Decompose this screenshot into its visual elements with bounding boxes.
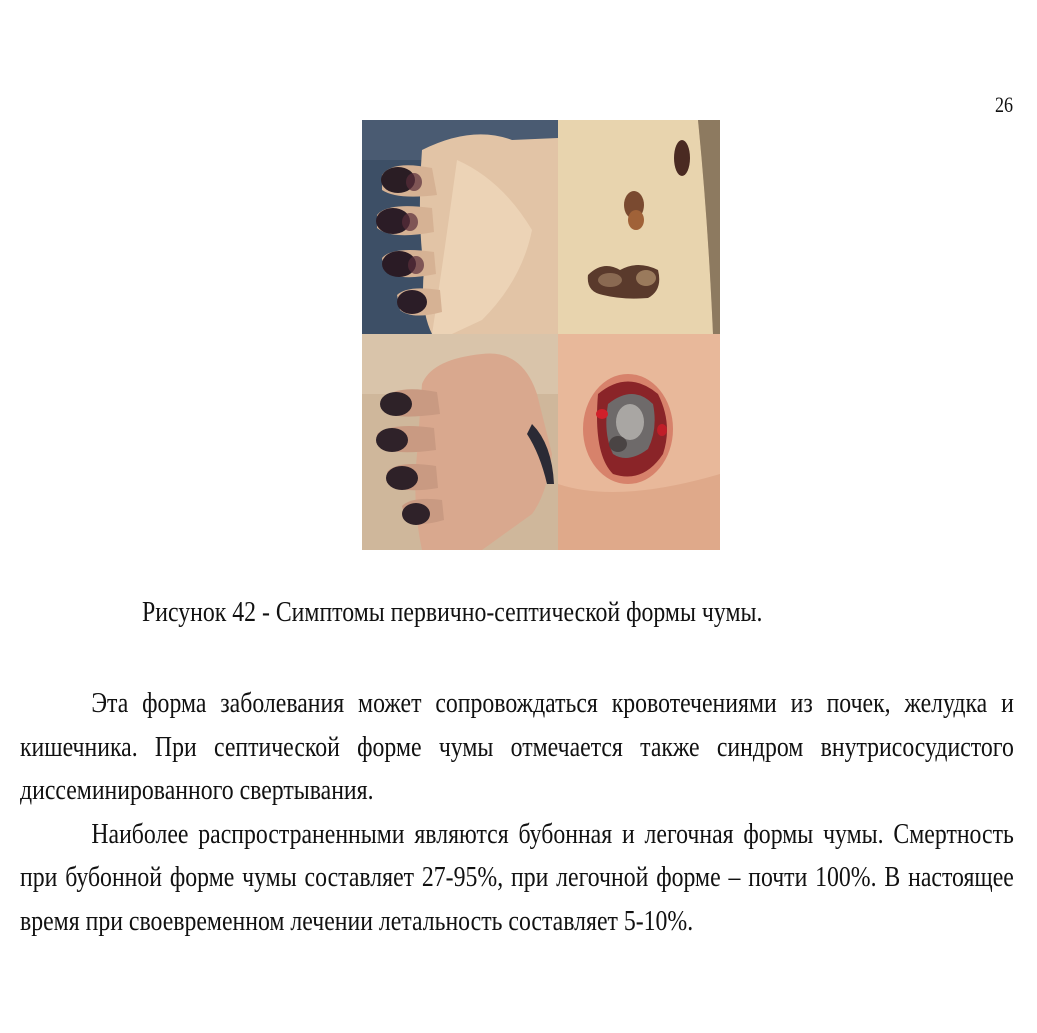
figure-caption: Рисунок 42 - Симптомы первично-септической формы чумы. xyxy=(142,596,763,628)
skin-lesions-arm-photo xyxy=(558,120,720,334)
paragraph: Наиболее распространенными являются бубонная и легочная формы чумы. Смертность при бубонной форме чумы составляет 27-95%, при легочной форме – почти 100%. В настоящее время при своевременном лечении летальность составляет 5-10%. xyxy=(20,817,1014,937)
hand-gangrene-fingertips-photo xyxy=(362,120,558,334)
body-text xyxy=(20,682,1014,943)
hand-blackened-fingertips-photo xyxy=(362,334,558,550)
paragraph: Эта форма заболевания может сопровождаться кровотечениями из почек, желудка и кишечника. При септической форме чумы отмечается также синдром внутрисосудистого диссеминированного свертывания. xyxy=(20,687,1014,806)
figure-photo-grid xyxy=(362,120,720,550)
skin-ulcer-necrosis-photo xyxy=(558,334,720,550)
page-number: 26 xyxy=(994,92,1013,117)
